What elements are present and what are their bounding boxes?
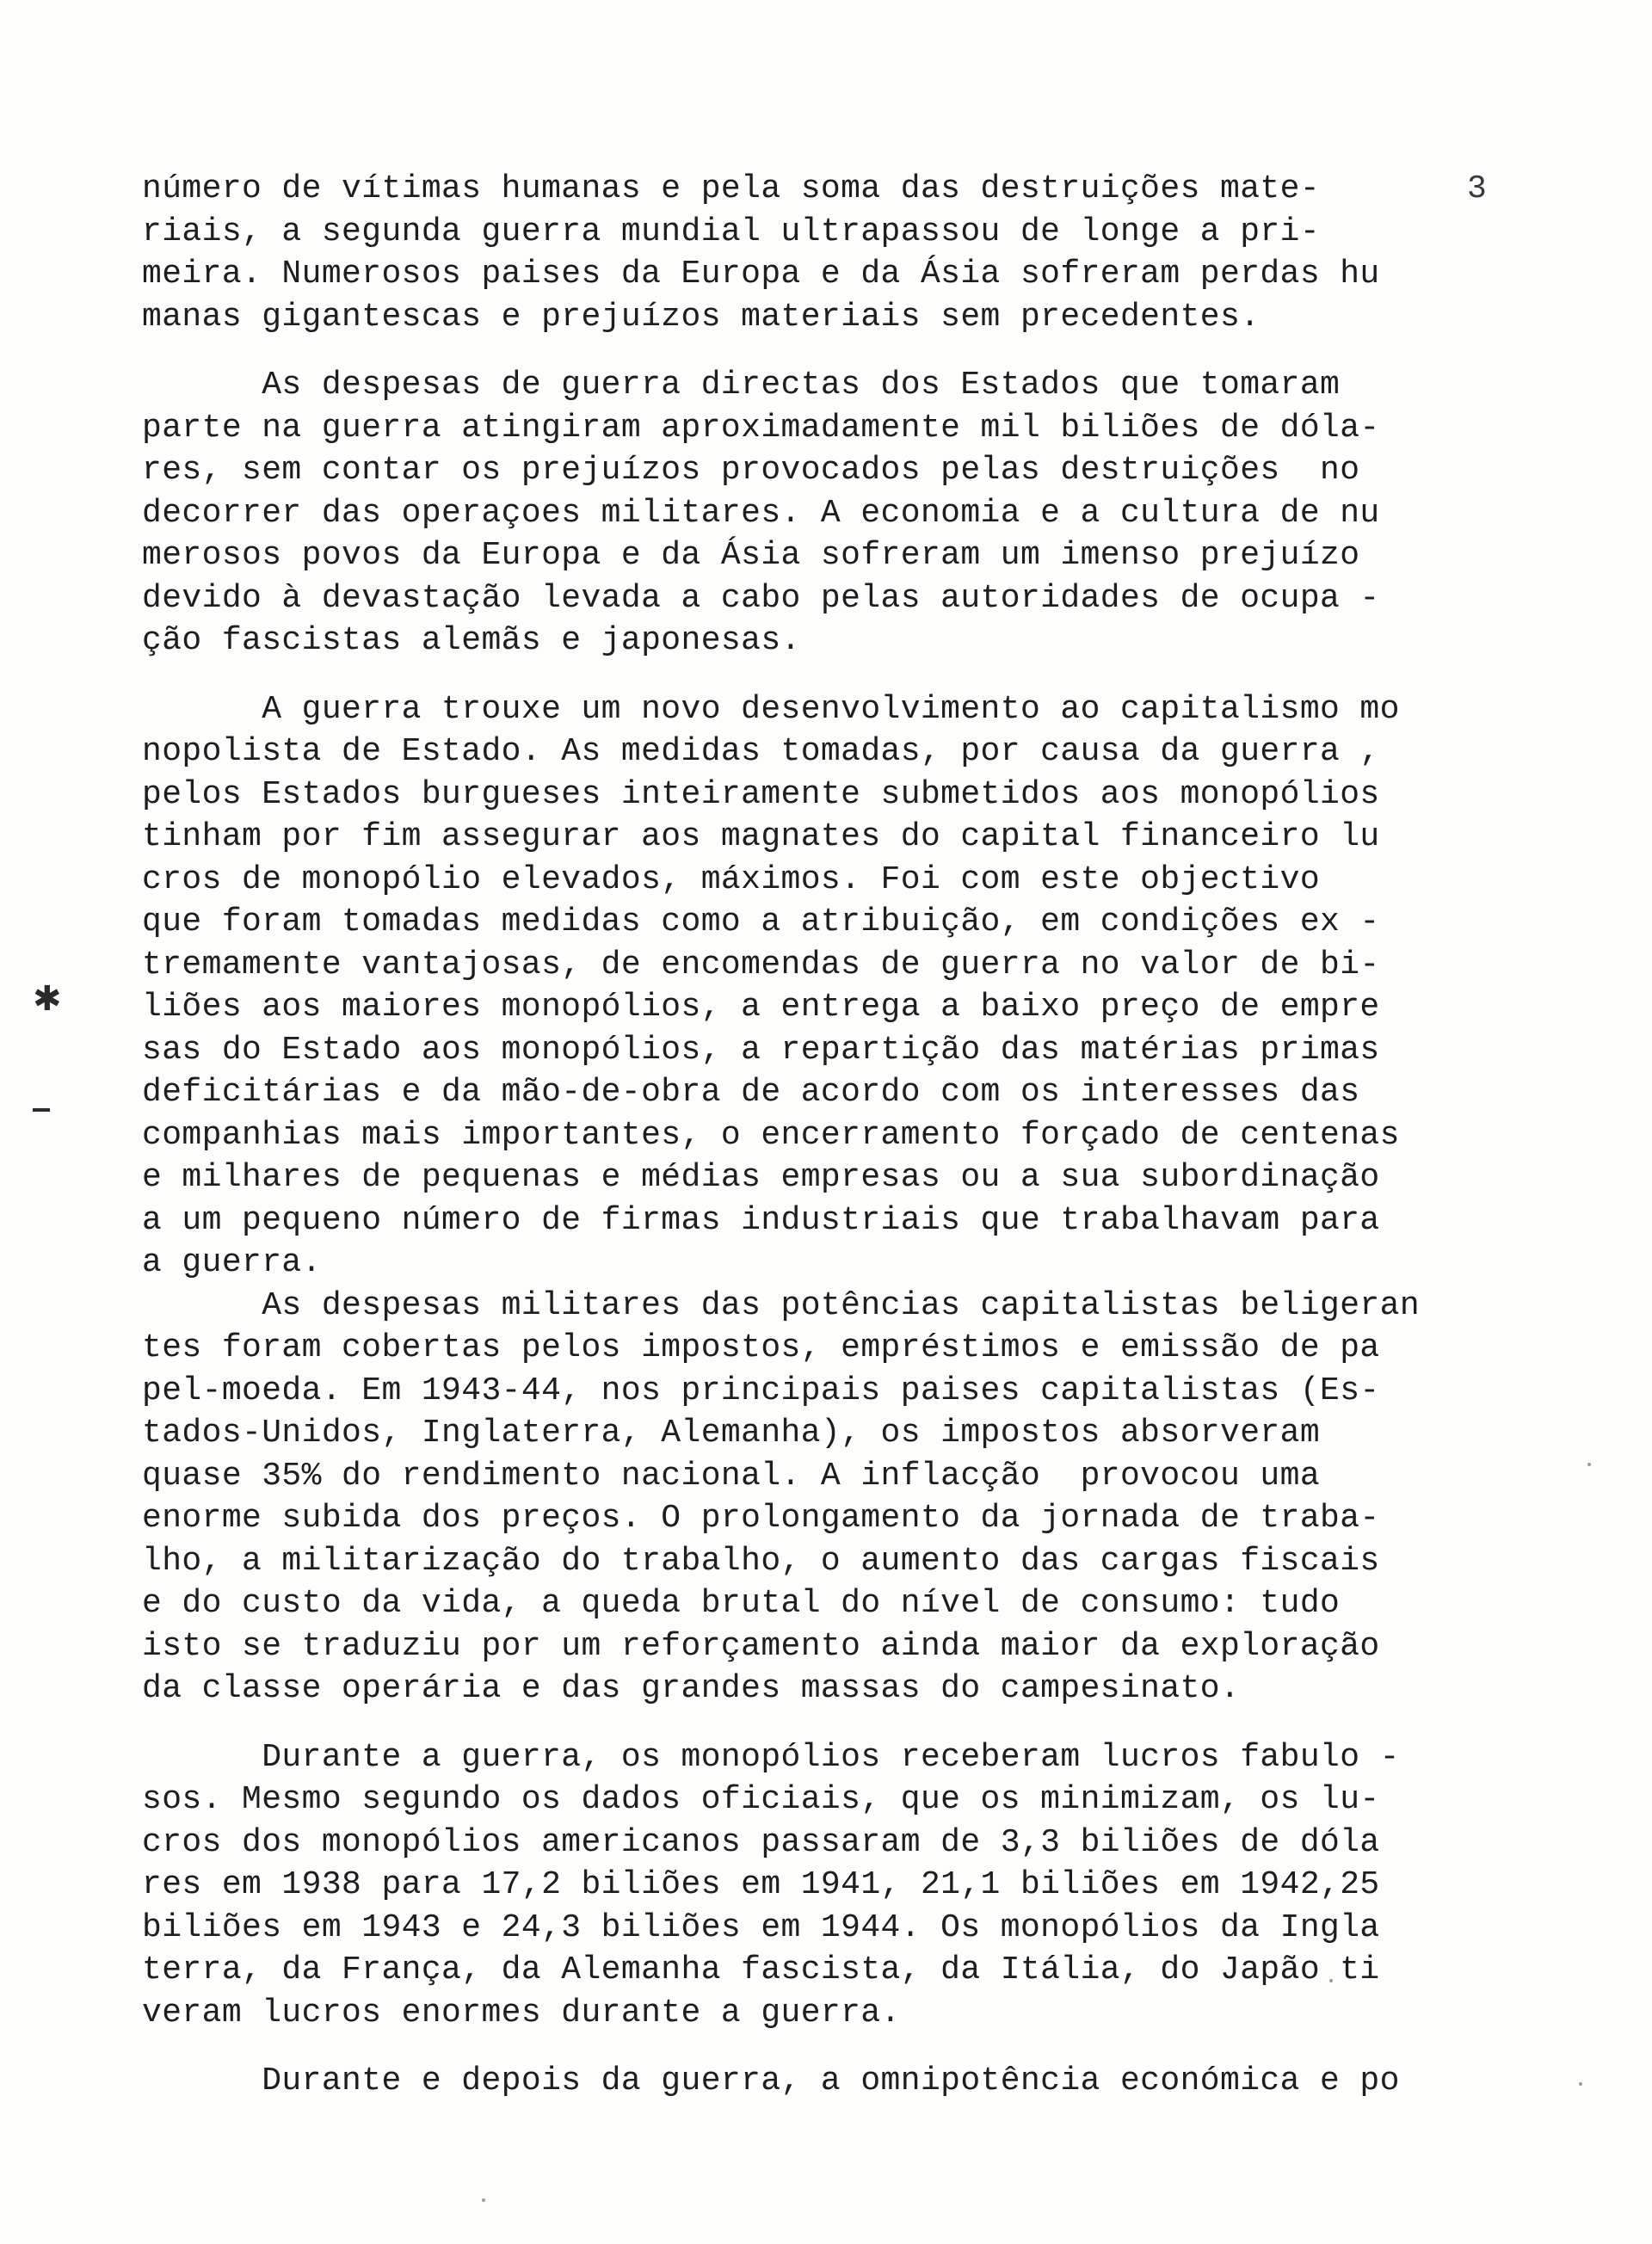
text-line: tes foram cobertas pelos impostos, empréstimos e emissão de pa [142, 1329, 1380, 1366]
text-line: veram lucros enormes durante a guerra. [142, 1994, 901, 2031]
text-line: quase 35% do rendimento nacional. A inflacção provocou uma [142, 1457, 1321, 1495]
text-line: e milhares de pequenas e médias empresas ou a sua subordinação [142, 1159, 1380, 1196]
body-text [142, 168, 1553, 2103]
text-line: biliões em 1943 e 24,3 biliões em 1944. Os monopólios da Ingla [142, 1908, 1380, 1946]
text-line: As despesas militares das potências capitalistas beligeran [142, 1286, 1421, 1324]
text-line: e do custo da vida, a queda brutal do nível de consumo: tudo [142, 1585, 1341, 1622]
text-line: pelos Estados burgueses inteiramente submetidos aos monopólios [142, 775, 1380, 813]
text-line: sos. Mesmo segundo os dados oficiais, que os minimizam, os lu- [142, 1781, 1380, 1818]
text-line: liões aos maiores monopólios, a entrega a baixo preço de empre [142, 989, 1380, 1026]
text-line: decorrer das operaçoes militares. A economia e a cultura de nu [142, 494, 1380, 532]
speck-icon [482, 2198, 485, 2202]
text-line: deficitárias e da mão-de-obra de acordo com os interesses das [142, 1074, 1360, 1111]
text-line: manas gigantescas e prejuízos materiais sem precedentes. [142, 298, 1261, 336]
speck-icon [1587, 1463, 1591, 1466]
text-line: res, sem contar os prejuízos provocados pelas destruições no [142, 452, 1360, 489]
paragraph-4 [142, 1285, 1553, 1711]
text-line: a um pequeno número de firmas industriais que trabalhavam para [142, 1201, 1380, 1239]
text-line: que foram tomadas medidas como a atribuição, em condições ex - [142, 903, 1380, 940]
text-line: cros dos monopólios americanos passaram de 3,3 biliões de dóla [142, 1823, 1380, 1861]
text-line: lho, a militarização do trabalho, o aumento das cargas fiscais [142, 1542, 1380, 1580]
text-line: sas do Estado aos monopólios, a repartição das matérias primas [142, 1031, 1380, 1069]
text-line: número de vítimas humanas e pela soma das destruições mate- [142, 170, 1321, 207]
paragraph-3 [142, 688, 1553, 1285]
text-line: da classe operária e das grandes massas do campesinato. [142, 1670, 1241, 1707]
text-line: A guerra trouxe um novo desenvolvimento ao capitalismo mo [142, 690, 1400, 728]
text-line: tados-Unidos, Inglaterra, Alemanha), os impostos absorveram [142, 1415, 1321, 1452]
margin-dash-icon [33, 1108, 50, 1112]
text-line: devido à devastação levada a cabo pelas autoridades de ocupa - [142, 579, 1380, 617]
speck-icon [1579, 2082, 1582, 2086]
paragraph-5 [142, 1736, 1553, 2035]
text-line: res em 1938 para 17,2 biliões em 1941, 21,1 biliões em 1942,25 [142, 1866, 1380, 1903]
text-line: ção fascistas alemãs e japonesas. [142, 622, 801, 659]
text-line: isto se traduziu por um reforçamento ainda maior da exploração [142, 1627, 1380, 1665]
margin-mark-icon: ✱ [33, 979, 62, 1019]
text-line: tinham por fim assegurar aos magnates do capital financeiro lu [142, 818, 1380, 855]
text-line: cros de monopólio elevados, máximos. Foi com este objectivo [142, 860, 1321, 898]
text-line: As despesas de guerra directas dos Estados que tomaram [142, 367, 1341, 404]
text-line: Durante e depois da guerra, a omnipotência económica e po [142, 2062, 1400, 2099]
text-line: meira. Numerosos paises da Europa e da Ásia sofreram perdas hu [142, 256, 1380, 293]
text-line: a guerra. [142, 1244, 322, 1281]
text-line: pel-moeda. Em 1943-44, nos principais paises capitalistas (Es- [142, 1372, 1380, 1409]
text-line: terra, da França, da Alemanha fascista, da Itália, do Japão ti [142, 1951, 1380, 1988]
text-line: nopolista de Estado. As medidas tomadas, por causa da guerra , [142, 733, 1380, 770]
text-line: tremamente vantajosas, de encomendas de guerra no valor de bi- [142, 946, 1380, 983]
text-line: merosos povos da Europa e da Ásia sofreram um imenso prejuízo [142, 537, 1360, 574]
page-number: 3 [1467, 170, 1487, 207]
text-line: enorme subida dos preços. O prolongamento da jornada de traba- [142, 1500, 1380, 1537]
text-line: Durante a guerra, os monopólios receberam lucros fabulo - [142, 1738, 1400, 1776]
paragraph-6 [142, 2060, 1553, 2103]
paragraph-2 [142, 364, 1553, 663]
paragraph-1 [142, 168, 1553, 338]
text-line: parte na guerra atingiram aproximadamente mil biliões de dóla- [142, 409, 1380, 447]
text-line: riais, a segunda guerra mundial ultrapassou de longe a pri- [142, 213, 1321, 250]
text-line: companhias mais importantes, o encerramento forçado de centenas [142, 1116, 1400, 1154]
